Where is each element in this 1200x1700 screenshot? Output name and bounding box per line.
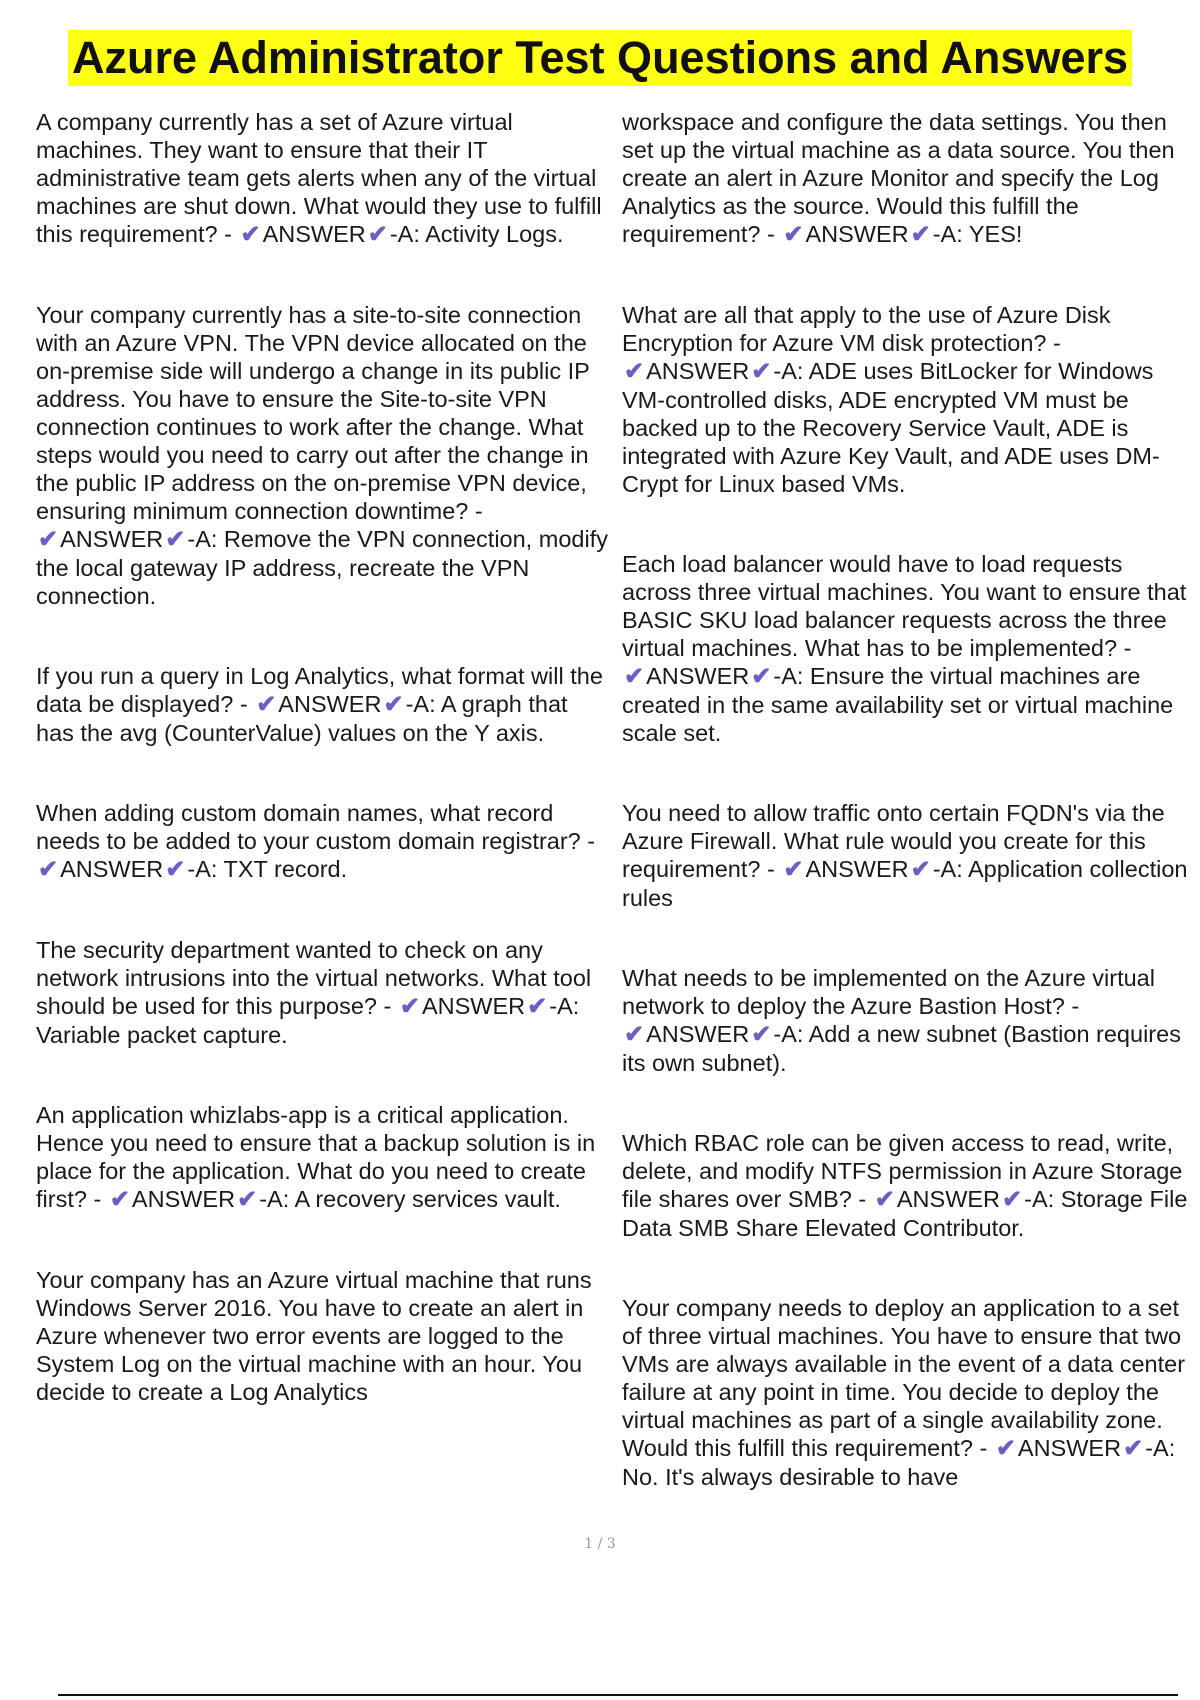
check-icon: ✔ [624, 663, 645, 690]
check-icon: ✔ [874, 1186, 895, 1213]
answer-label: ANSWER [646, 663, 750, 689]
answer-text: -A: No. It's always desirable to have [622, 1435, 1176, 1490]
qa-item [36, 662, 608, 747]
answer-label: ANSWER [805, 856, 909, 882]
check-icon: ✔ [910, 856, 931, 883]
answer-label: ANSWER [131, 1186, 236, 1212]
check-icon: ✔ [383, 691, 404, 718]
page-title: Azure Administrator Test Questions and Answers [68, 30, 1132, 86]
check-icon: ✔ [751, 663, 772, 690]
check-icon: ✔ [527, 993, 548, 1020]
check-icon: ✔ [165, 526, 186, 553]
qa-item [36, 936, 608, 1049]
check-icon: ✔ [367, 221, 388, 248]
check-icon: ✔ [165, 856, 186, 883]
question-text: The security department wanted to check on any network intrusions into the virtual networks. What tool should be used for this purpose? - [36, 937, 592, 1019]
qa-item [622, 799, 1194, 912]
qa-columns [36, 108, 1196, 1491]
footer-divider [58, 1694, 1178, 1696]
answer-text: -A: Application collection rules [622, 856, 1188, 911]
answer-label: ANSWER [421, 993, 526, 1019]
qa-item [622, 550, 1194, 747]
answer-text: -A: Variable packet capture. [36, 993, 580, 1048]
check-icon: ✔ [237, 1186, 258, 1213]
answer-text: -A: A recovery services vault. [259, 1186, 561, 1212]
qa-item [36, 301, 608, 610]
answer-text: -A: Add a new subnet (Bastion requires its own subnet). [622, 1021, 1181, 1076]
answer-label: ANSWER [1017, 1435, 1122, 1461]
answer-label: ANSWER [278, 691, 382, 717]
qa-item [622, 1294, 1194, 1491]
answer-label: ANSWER [805, 221, 909, 247]
question-text: You need to allow traffic onto certain FQDN's via the Azure Firewall. What rule would you create for this requirement? - [622, 800, 1165, 882]
page-number: 1 / 3 [584, 1536, 616, 1552]
qa-item [622, 1129, 1194, 1242]
check-icon: ✔ [256, 691, 277, 718]
answer-text: -A: TXT record. [187, 856, 348, 882]
qa-item [36, 799, 608, 884]
answer-text: -A: Remove the VPN connection, modify the local gateway IP address, recreate the VPN connection. [36, 526, 608, 609]
left-column [36, 108, 608, 1491]
answer-text: -A: A graph that has the avg (CounterValue) values on the Y axis. [36, 691, 568, 746]
check-icon: ✔ [751, 1021, 772, 1048]
check-icon: ✔ [783, 221, 804, 248]
question-text: Which RBAC role can be given access to read, write, delete, and modify NTFS permission in Azure Storage file shares over SMB? - [622, 1130, 1183, 1212]
check-icon: ✔ [624, 1021, 645, 1048]
title-container [0, 30, 1200, 86]
check-icon: ✔ [624, 358, 645, 385]
right-column [622, 108, 1194, 1491]
answer-label: ANSWER [60, 526, 164, 552]
check-icon: ✔ [38, 856, 59, 883]
check-icon: ✔ [399, 993, 420, 1020]
answer-text: -A: Ensure the virtual machines are created in the same availability set or virtual machine scale set. [622, 663, 1174, 746]
question-text: workspace and configure the data settings. You then set up the virtual machine as a data source. You then create an alert in Azure Monitor and specify the Log Analytics as the source. Would this fulfill the requirement? - [622, 109, 1175, 247]
question-text: Your company currently has a site-to-site connection with an Azure VPN. The VPN device allocated on the on-premise side will undergo a change in its public IP address. You have to ensure the Site-to-site VPN connection continues to work after the change. What steps would you need to carry out after the change in the public IP address on the on-premise VPN device, ensuring minimum connection downtime? - [36, 302, 590, 524]
check-icon: ✔ [1123, 1435, 1144, 1462]
answer-label: ANSWER [262, 221, 366, 247]
answer-label: ANSWER [646, 1021, 750, 1047]
question-text: What needs to be implemented on the Azure virtual network to deploy the Azure Bastion Host? - [622, 965, 1155, 1019]
qa-item [622, 964, 1194, 1077]
question-text: An application whizlabs-app is a critical application. Hence you need to ensure that a backup solution is in place for the application. What do you need to create first? - [36, 1102, 596, 1212]
question-text: A company currently has a set of Azure virtual machines. They want to ensure that their IT administrative team gets alerts when any of the virtual machines are shut down. What would they use to fulfill this requirement? - [36, 109, 602, 247]
check-icon: ✔ [109, 1186, 130, 1213]
qa-item [622, 301, 1194, 498]
answer-text: -A: YES! [932, 221, 1023, 247]
answer-label: ANSWER [60, 856, 164, 882]
question-text: If you run a query in Log Analytics, what format will the data be displayed? - [36, 663, 603, 717]
answer-text: -A: Storage File Data SMB Share Elevated Contributor. [622, 1186, 1188, 1241]
answer-label: ANSWER [896, 1186, 1001, 1212]
question-text: What are all that apply to the use of Azure Disk Encryption for Azure VM disk protection? - [622, 302, 1111, 356]
qa-item [36, 1266, 608, 1406]
qa-item [36, 108, 608, 249]
question-text: Your company has an Azure virtual machine that runs Windows Server 2016. You have to create an alert in Azure whenever two error events are logged to the System Log on the virtual machine with an hour. You decide to create a Log Analytics [36, 1267, 592, 1405]
question-text: Each load balancer would have to load requests across three virtual machines. You want to ensure that BASIC SKU load balancer requests across the three virtual machines. What has to be implemented? - [622, 551, 1187, 661]
answer-text: -A: ADE uses BitLocker for Windows VM-controlled disks, ADE encrypted VM must be backed up to the Recovery Service Vault, ADE is integrated with Azure Key Vault, and ADE uses DM-Crypt for Linux based VMs. [622, 358, 1160, 497]
question-text: Your company needs to deploy an application to a set of three virtual machines. You have to ensure that two VMs are always available in the event of a data center failure at any point in time. You decide to deploy the virtual machines as part of a single availability zone. Would this fulfill this requirement? - [622, 1295, 1186, 1461]
check-icon: ✔ [38, 526, 59, 553]
qa-item [622, 108, 1194, 249]
check-icon: ✔ [1002, 1186, 1023, 1213]
check-icon: ✔ [240, 221, 261, 248]
qa-item [36, 1101, 608, 1214]
check-icon: ✔ [751, 358, 772, 385]
check-icon: ✔ [910, 221, 931, 248]
question-text: When adding custom domain names, what record needs to be added to your custom domain registrar? - [36, 800, 596, 854]
check-icon: ✔ [783, 856, 804, 883]
answer-text: -A: Activity Logs. [389, 221, 564, 247]
answer-label: ANSWER [646, 358, 750, 384]
check-icon: ✔ [995, 1435, 1016, 1462]
